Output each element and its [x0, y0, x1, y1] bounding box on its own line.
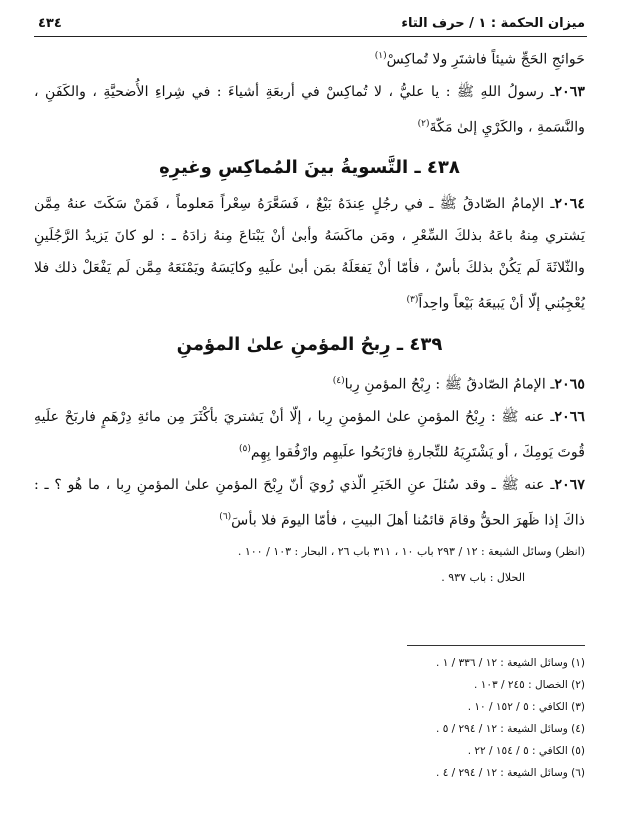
header-title: ميزان الحكمة : ١ / حرف التاء — [401, 16, 585, 31]
continuation-text: حَوائجِ الحَجِّ شيئاً فاشتَرِ ولا تُماكِسْ — [386, 51, 585, 68]
footnote-item: (٦) وسائل الشيعة : ١٢ / ٢٩٤ / ٤ . — [436, 767, 585, 779]
hadith-2066 — [34, 401, 585, 469]
footnotes — [285, 652, 585, 784]
hadith-2064 — [34, 188, 585, 320]
footnote-item: (٤) وسائل الشيعة : ١٢ / ٢٩٤ / ٥ . — [436, 723, 585, 735]
footnote-ref: (٢) — [417, 118, 430, 129]
paragraph-continuation — [34, 40, 585, 76]
running-header — [34, 14, 587, 37]
footnote-item: (١) وسائل الشيعة : ١٢ / ٣٣٦ / ١ . — [436, 657, 585, 669]
hadith-text: ـ الإمامُ الصّادقُ ﷺ ـ في رجُلٍ عِندَهُ بَيْعٌ ، فَسَعَّرَهُ سِعْراً مَعلوماً ، فَمَنْ سَكَتَ عنهُ مِمَّن يَشتري مِنهُ باعَهُ بذلكَ السِّعْرِ ، ومَن ماكَسَهُ وأبىٰ أنْ يَبْتاعَ مِنهُ زادَهُ ـ : لو كانَ يَزيدُ الرَّجُلَينِ والثّلاثَةَ لَم يَكُنْ بذلكَ بأسٌ ، فأمّا أنْ يَفعَلَهُ بمَن أبىٰ علَيهِ وكايَسَهُ ويَمْنَعَهُ مِمَّن لَم يَفْعَلْ ذلك فلا يُعْجِبُني إلّا أنْ يَبيعَهُ بَيْعاً واحِداً — [34, 196, 585, 313]
see-also-topic: الحلال : باب ٩٣٧ . — [441, 571, 525, 585]
hadith-number: ٢٠٦٣ — [554, 83, 585, 100]
hadith-2063 — [34, 76, 585, 144]
chapter-heading-438: ٤٣٨ ـ التَّسويةُ بينَ المُماكِسِ وغيرِهِ — [159, 157, 460, 179]
hadith-text: ـ الإمامُ الصّادقُ ﷺ : رِبْحُ المؤمنِ رِبا — [344, 376, 555, 393]
footnote-ref: (٤) — [332, 376, 345, 387]
footnote-ref: (٦) — [219, 511, 232, 522]
hadith-number: ٢٠٦٦ — [554, 408, 585, 425]
hadith-text: ـ عنه ﷺ : رِبْحُ المؤمنِ علىٰ المؤمنِ رِبا ، إلّا أنْ يَشتريَ بأكْثَرَ مِن مائةِ دِرْهَمٍ فاربَحْ علَيهِ قُوتَ يَومِكَ ، أو يَشْتَرِيَهُ للتِّجارةِ فارْبَحُوا علَيهِم وارْفُقوا بِهِم — [34, 408, 585, 461]
hadith-number: ٢٠٦٥ — [554, 376, 585, 393]
footnote-item: (٥) الكافي : ٥ / ١٥٤ / ٢٢ . — [467, 745, 585, 757]
hadith-number: ٢٠٦٧ — [554, 476, 585, 493]
page-number: ٤٣٤ — [38, 16, 62, 31]
hadith-text: ـ عنه ﷺ ـ وقد سُئلَ عنِ الخَبَرِ الّذي رُويَ أنّ رِبْحَ المؤمنِ علىٰ المؤمنِ رِبا ، ما هُو ؟ ـ : ذاكَ إذا ظَهرَ الحقُّ وقامَ قائمُنا أهلَ البيتِ ، فأمّا اليومَ فلا بأسَ — [34, 476, 585, 529]
cross-references — [34, 542, 585, 588]
footnote-ref: (٣) — [406, 295, 419, 306]
chapter-heading-439: ٤٣٩ ـ رِبحُ المؤمنِ علىٰ المؤمنِ — [176, 334, 443, 356]
hadith-text: ـ رسولُ اللهِ ﷺ : يا عليُّ ، لا تُماكِسْ في أربعَةِ أشياءَ : في شِراءِ الأُضحيَّةِ ، والكَفَنِ ، والنَّسَمةِ ، والكَرْيِ إلىٰ مَكّةَ — [34, 83, 585, 136]
footnote-item: (٢) الخصال : ٢٤٥ / ١٠٣ . — [474, 679, 585, 691]
hadith-2067 — [34, 469, 585, 537]
footnote-divider — [407, 645, 585, 646]
hadith-2065 — [34, 365, 585, 401]
see-also-line: (انظر) وسائل الشيعة : ١٢ / ٢٩٣ باب ١٠ ، ٣١١ باب ٢٦ ، البحار : ١٠٣ / ١٠٠ . — [237, 545, 585, 559]
hadith-number: ٢٠٦٤ — [554, 196, 585, 213]
main-text — [34, 40, 585, 588]
footnote-ref: (١) — [374, 51, 387, 61]
footnote-item: (٣) الكافي : ٥ / ١٥٢ / ١٠ . — [467, 701, 585, 713]
footnote-ref: (٥) — [238, 443, 251, 454]
